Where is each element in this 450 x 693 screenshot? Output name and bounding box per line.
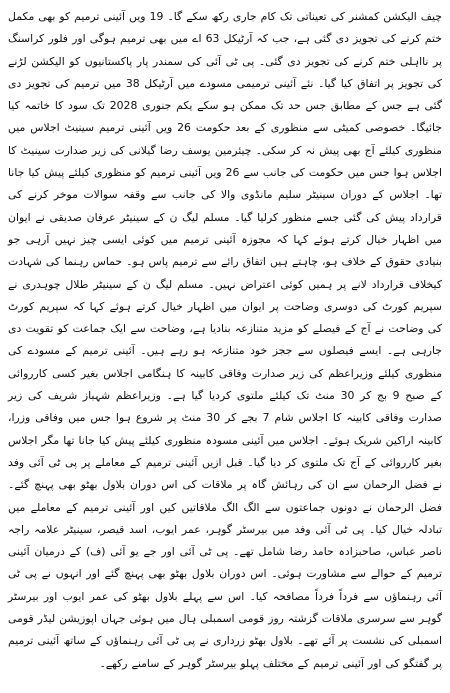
article-body-text: چیف الیکشن کمشنر کی تعیناتی تک کام جاری رکھ سکے گا۔ 19 ویں آئینی ترمیم کو بھی مکمل ختم کرنے کی تجویز دی گئی ہے، جب کہ آرٹیکل 63 اے میں بھی ترمیم ہوگی اور فلور کراسنگ پر نااہلی ختم کرنے کی تجویز دی گئی۔ پی ٹی آئی کی سمندر پار پاکستانیوں کو الیکشن لڑنے کی تجویز پر اتفاق کیا گیا۔ نئے آئینی ترمیمی مسودے میں آرٹیکل 38 میں ترمیم کی تجویز دی گئی ہے جس کے مطابق جس حد تک ممکن ہو سکے یکم جنوری 2028 تک سود کا خاتمہ کیا جائیگا۔ خصوصی کمیٹی سے منظوری کے بعد حکومت 26 ویں آئینی ترمیم سینیٹ اجلاس میں منظوری کیلئے آج بھی پیش نہ کر سکی۔ چیئرمین یوسف رضا گیلانی کی زیر صدارت سینیٹ کا اجلاس ہوا جس میں حکومت کی جانب سے 26 ویں آئینی ترمیم کو منظوری کیلئے پیش کیا جانا تھا۔ اجلاس کے دوران سینیٹر سلیم مانڈوی والا کی جانب سے وقفہ سوالات موخر کرنے کی قرارداد پیش کی گئی جسے منظور کرلیا گیا۔ مسلم لیگ ن کے سینیٹر عرفان صدیقی نے ایوان میں اظہار خیال کرتے ہوئے کہا کہ مجوزہ آئینی ترمیم میں کوئی ایسی چیز نہیں آرہی جو بنیادی حقوق کے خلاف ہو، چاہتے ہیں اتفاق رائے سے ترمیم پاس ہو۔ حماس رہنما کی شہادت کیخلاف قرارداد لانے پر ہمیں کوئی اعتراض نہیں۔ مسلم لیگ ن کے سینیٹر طلال چوہدری نے سپریم کورٹ کی دوسری وضاحت پر ایوان میں اظہار خیال کرتے ہوئے کہا کہ سپریم کورٹ کی وضاحت نے آج کے فیصلے کو مزید متنازعہ بنادیا ہے، وضاحت سے ایک جماعت کو تقویت دی جارہی ہے۔ ایسے فیصلوں سے ججز خود متنازعہ ہو رہے ہیں۔ آئینی ترمیم کے مسودے کی منظوری کیلئے وزیراعظم کی زیر صدارت وفاقی کابینہ کا ہنگامی اجلاس بغیر کسی کارروائی کے صبح 9 بج کر 30 منٹ تک کیلئے ملتوی کردیا گیا ہے۔ وزیراعظم شہباز شریف کی زیر صدارت وفاقی کابینہ کا اجلاس شام 7 بجے کر 30 منٹ پر شروع ہوا جس میں وفاقی وزرا، کابینہ اراکین شریک ہوئے۔ اجلاس میں آئینی مسودہ منظوری کیلئے پیش کیا جانا تھا مگر اجلاس بغیر کارروائی کے آج تک ملتوی کر دیا گیا۔ قبل ازیں آئینی ترمیم کے معاملے پر پی ٹی آئی وفد نے فضل الرحمان سے ان کی رہائش گاہ پر ملاقات کی اس دوران بلاول بھٹو بھی پہنچ گئے۔ فضل الرحمان نے دونوں جماعتوں سے الگ الگ ملاقاتیں کیں اور آئینی ترمیم کے معاملے میں تبادلہ خیال کیا۔ پی ٹی آئی وفد میں بیرسٹر گوہر، عمر ایوب، اسد قیصر، سینیٹر علامہ راجہ ناصر عباس، صاحبزادہ حامد رضا شامل تھے۔ پی ٹی آئی اور جے یو آئی (ف) کے درمیان آئینی ترمیم کے حوالے سے مشاورت ہوئی۔ اس دوران بلاول بھٹو بھی پہنچ گئے اور انہوں نے پی ٹی آئی رہنماؤں سے فرداً فرداً مصافحہ کیا۔ اس سے پہلے بلاول بھٹو کی عمر ایوب اور بیرسٹر گوہر سے سرسری ملاقات گزشتہ روز قومی اسمبلی ہال میں ہوئی جہاں اپوزیشن لیڈر قومی اسمبلی کی نشست پر آئے تھے۔ بلاول بھٹو زرداری نے پی ٹی آئی رہنماؤں کے ساتھ آئینی ترمیم پر گفتگو کی اور آئینی ترمیم کے مختلف پہلو بیرسٹر گوہر کے سامنے رکھے۔ xyxy=(8,10,443,670)
